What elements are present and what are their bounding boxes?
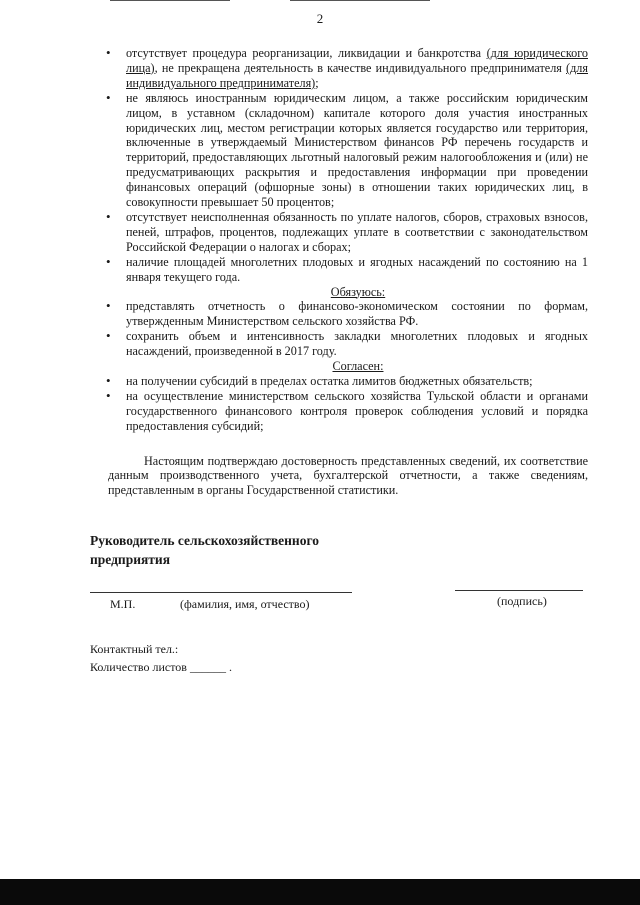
signature-caption: (подпись) <box>497 594 547 608</box>
signature-line <box>455 590 583 591</box>
confirmation-paragraph: Настоящим подтверждаю достоверность представленных сведений, их соответствие данным производственного учета, бухгалтерской отчетности, а также сведениям, представленным в органы Государственной статистики. <box>108 453 588 498</box>
list-item: • отсутствует процедура реорганизации, ликвидации и банкротства (для юридического лица), не прекращена деятельность в качестве индивидуального предпринимателя (для индивидуального предпринимателя); <box>108 46 588 91</box>
list-item: • отсутствует неисполненная обязанность по уплате налогов, сборов, страховых взносов, пеней, штрафов, процентов, подлежащих уплате в соответствии с законодательством Российской Федерации о налогах и сборах; <box>108 210 588 255</box>
obligations-list <box>108 299 588 359</box>
scan-bottom-edge <box>0 879 640 905</box>
conditions-list <box>108 46 588 285</box>
heading-agree: Согласен: <box>332 359 384 374</box>
page-number: 2 <box>316 11 324 26</box>
seal-label: М.П. <box>110 597 136 611</box>
manager-title: Руководитель сельскохозяйственного предприятия <box>90 533 320 567</box>
list-item: • на получении субсидий в пределах остатка лимитов бюджетных обязательств; <box>108 374 588 389</box>
name-signature-line <box>90 592 352 593</box>
heading-obligate: Обязуюсь: <box>330 284 386 299</box>
list-item: • наличие площадей многолетних плодовых и ягодных насаждений по состоянию на 1 января текущего года. <box>108 255 588 285</box>
top-edge-line <box>110 0 230 1</box>
list-item: • сохранить объем и интенсивность закладки многолетних плодовых и ягодных насаждений, произведенной в 2017 году. <box>108 329 588 359</box>
contact-phone-label: Контактный тел.: <box>90 642 179 656</box>
list-item: • на осуществление министерством сельского хозяйства Тульской области и органами государственного финансового контроля проверок соблюдения условий и порядка предоставления субсидий; <box>108 389 588 434</box>
sheet-count-label: Количество листов ______ . <box>90 660 232 674</box>
name-caption: (фамилия, имя, отчество) <box>180 597 310 611</box>
list-item: • представлять отчетность о финансово-экономическом состоянии по формам, утвержденным Министерством сельского хозяйства РФ. <box>108 299 588 329</box>
document-body <box>108 46 588 510</box>
consent-list <box>108 374 588 434</box>
list-item: • не являюсь иностранным юридическим лицом, а также российским юридическим лицом, в уставном (складочном) капитале которого доля участия иностранных юридических лиц, местом регистрации которых является государство или территория, включенные в утверждаемый Министерством финансов РФ перечень государств и территорий, предоставляющих льготный налоговый режим налогообложения и (или) не предусматривающих раскрытия и предоставления информации при проведении финансовых операций (офшорные зоны) в отношении таких юридических лиц, в совокупности превышает 50 процентов; <box>108 91 588 210</box>
top-edge-line <box>290 0 430 1</box>
